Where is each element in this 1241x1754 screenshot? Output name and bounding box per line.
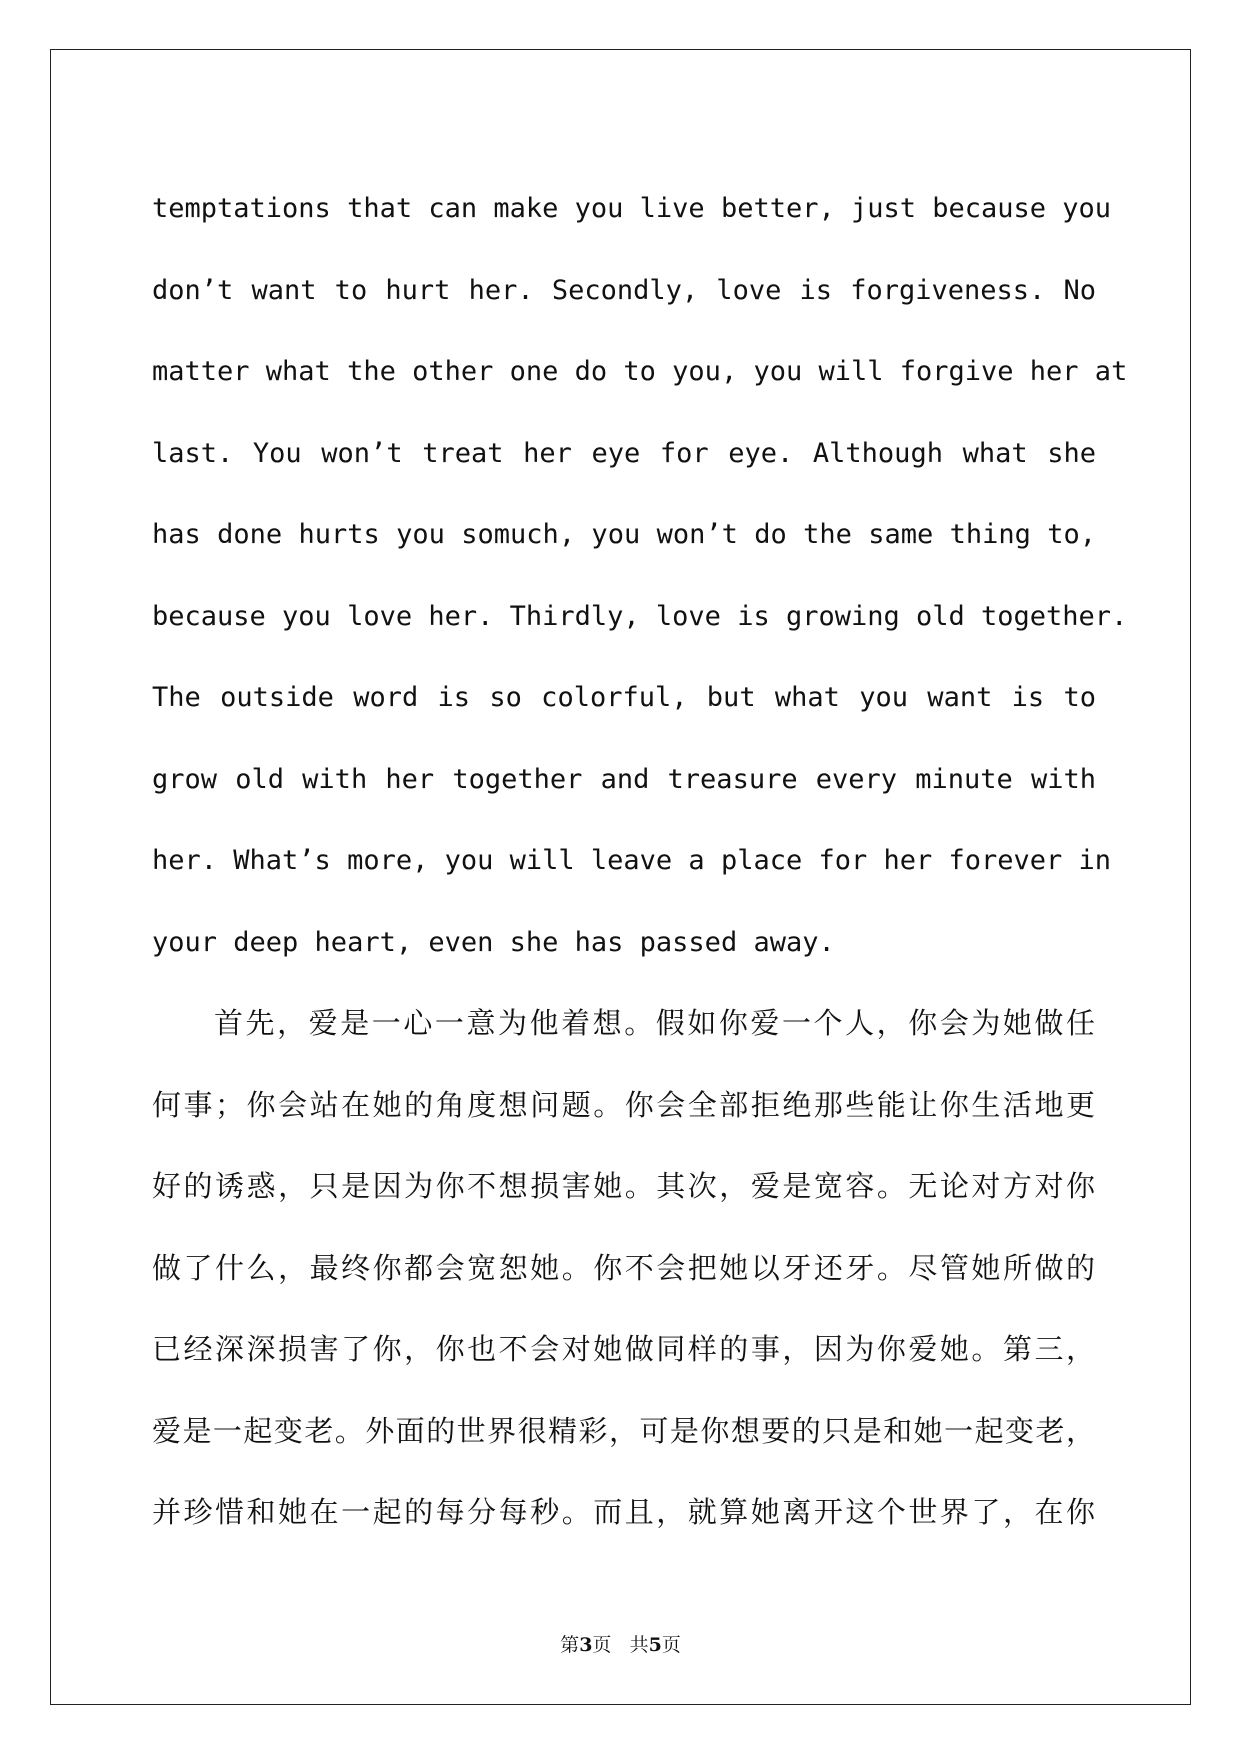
english-paragraph-line: has done hurts you somuch, you won’t do the same thing to, [152, 519, 1096, 550]
english-paragraph-line: don’t want to hurt her. Secondly, love is forgiveness. No [152, 274, 1096, 306]
page-label-prefix: 第 [560, 1634, 580, 1656]
chinese-paragraph-line: 好的诱惑，只是因为你不想损害她。其次，爱是宽容。无论对方对你 [152, 1169, 1096, 1203]
chinese-paragraph-line: 已经深深损害了你，你也不会对她做同样的事，因为你爱她。第三， [152, 1332, 1096, 1366]
page-number: 3 [579, 1634, 593, 1656]
chinese-paragraph-line: 何事；你会站在她的角度想问题。你会全部拒绝那些能让你生活地更 [152, 1087, 1096, 1122]
page-label-suffix: 页 [592, 1634, 612, 1656]
english-paragraph-line: grow old with her together and treasure every minute with [152, 763, 1096, 795]
total-label-suffix: 页 [661, 1634, 681, 1656]
document-body [152, 168, 1128, 1554]
english-paragraph-line: last. You won’t treat her eye for eye. Although what she [152, 437, 1096, 469]
english-paragraph-line: The outside word is so colorful, but what you want is to [152, 682, 1096, 713]
chinese-paragraph-line: 首先，爱是一心一意为他着想。假如你爱一个人，你会为她做任 [214, 1006, 1096, 1040]
english-paragraph-line: matter what the other one do to you, you will forgive her at [152, 356, 1128, 387]
chinese-paragraph-line: 爱是一起变老。外面的世界很精彩，可是你想要的只是和她一起变老， [152, 1413, 1096, 1448]
chinese-paragraph-line: 并珍惜和她在一起的每分每秒。而且，就算她离开这个世界了，在你 [152, 1495, 1096, 1529]
chinese-paragraph-line: 做了什么，最终你都会宽恕她。你不会把她以牙还牙。尽管她所做的 [152, 1250, 1096, 1285]
english-paragraph-line: because you love her. Thirdly, love is growing old together. [152, 600, 1128, 632]
english-paragraph-line: her. What’s more, you will leave a place for her forever in [152, 845, 1112, 876]
page-footer [0, 1630, 1241, 1657]
total-label-prefix: 共 [629, 1634, 649, 1656]
english-paragraph-line: your deep heart, even she has passed away. [152, 926, 835, 958]
total-pages: 5 [648, 1634, 662, 1656]
english-paragraph-line: temptations that can make you live better, just because you [152, 193, 1112, 224]
